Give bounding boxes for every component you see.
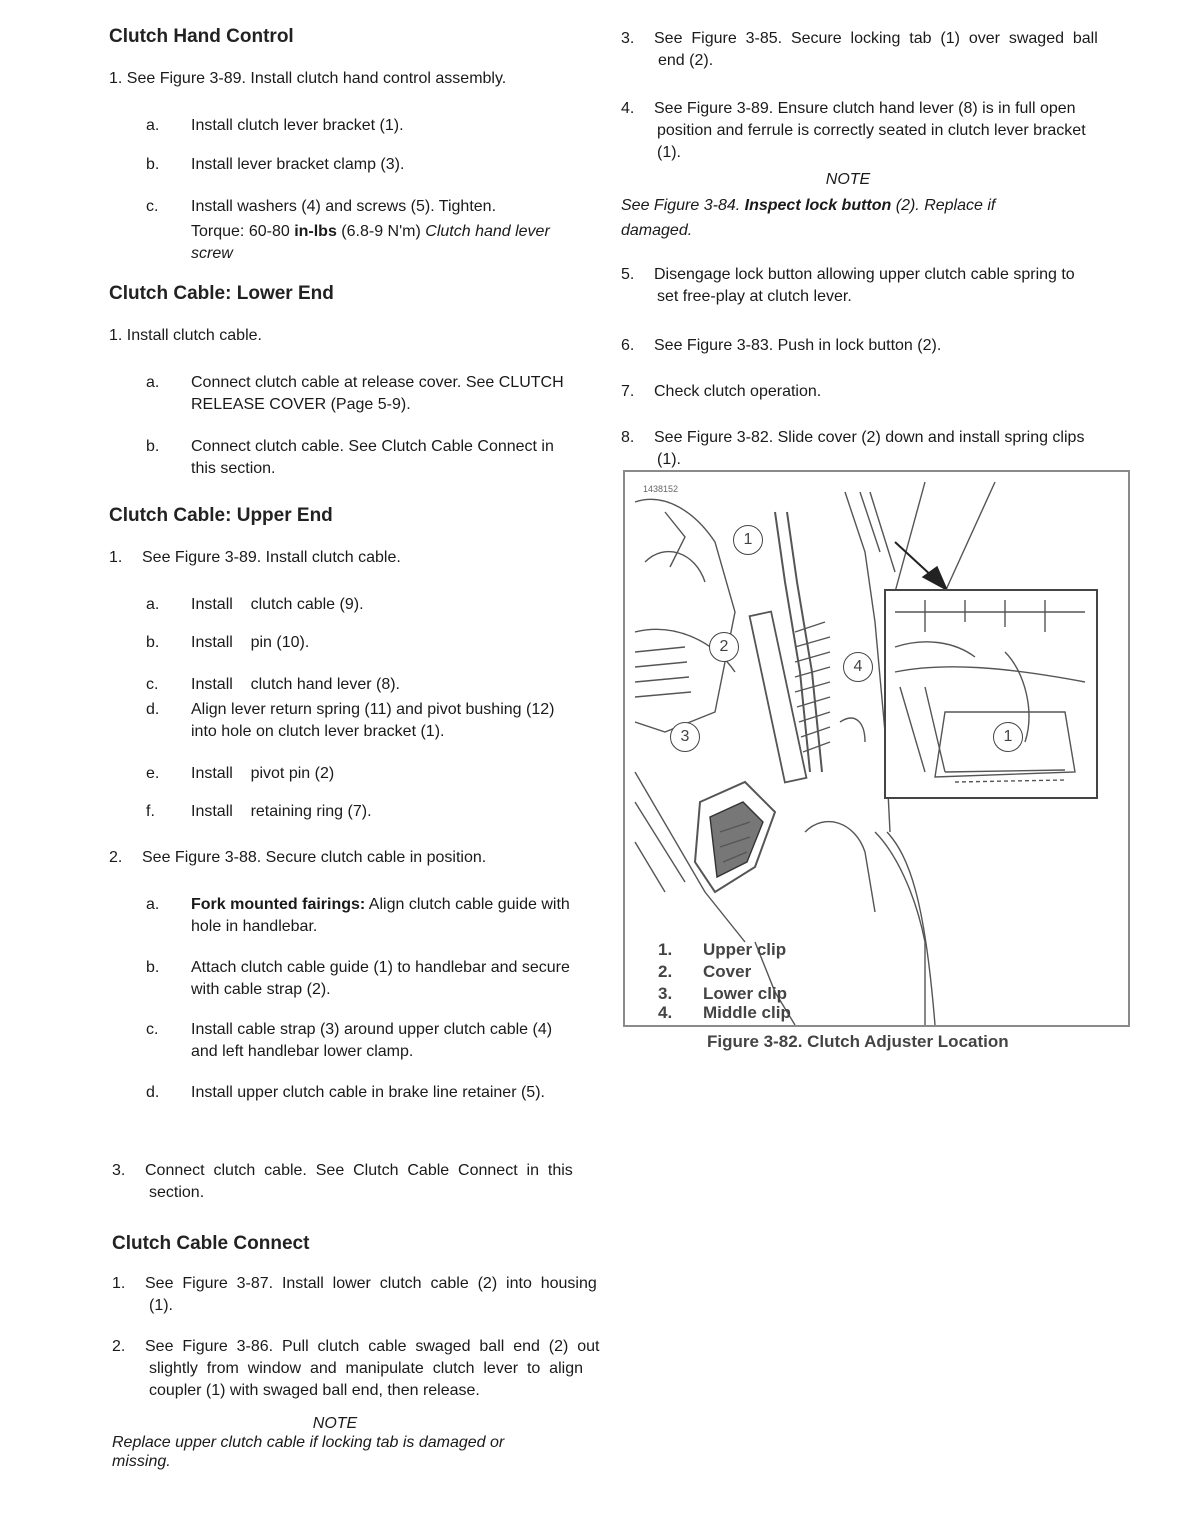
step-number: 1. (109, 549, 123, 566)
legend-item-label: Cover (703, 962, 752, 981)
section-title-upper-end: Clutch Cable: Upper End (109, 505, 333, 526)
step-label: f. (146, 803, 155, 820)
step-text: 1. Install clutch cable. (109, 327, 262, 344)
step-label: c. (146, 676, 159, 693)
step-text: Install clutch lever bracket (1). (191, 117, 404, 134)
legend-item: 2. (658, 962, 673, 981)
step-label: c. (146, 198, 159, 215)
step-text: Install cable strap (3) around upper clutch cable (4) and left handlebar lower clamp. (191, 1021, 553, 1060)
step-text: Install pin (10). (191, 634, 310, 651)
step-number: 6. (621, 337, 635, 354)
step-text: Check clutch operation. (654, 383, 822, 400)
legend-item-label: Middle clip (703, 1003, 791, 1022)
section-title-clutch-hand-control: Clutch Hand Control (109, 26, 294, 47)
step-label: b. (146, 634, 160, 651)
figure-3-82 (623, 470, 1130, 1027)
callout-4: 4 (843, 652, 873, 682)
callout-1: 1 (733, 525, 763, 555)
step-text: Install pivot pin (2) (191, 765, 335, 782)
callout-1-inset: 1 (993, 722, 1023, 752)
step-number: 8. (621, 429, 635, 446)
step-text: Install upper clutch cable in brake line retainer (5). (191, 1084, 545, 1101)
step-label: a. (146, 117, 160, 134)
note-heading: NOTE (825, 171, 871, 188)
step-text: See Figure 3-85. Secure locking tab (1) over swaged ball end (2). (654, 30, 1098, 69)
legend-item: 4. (658, 1003, 673, 1022)
torque-spec-cont: screw (191, 245, 233, 262)
step-label: a. (146, 896, 160, 913)
section-title-cable-connect: Clutch Cable Connect (112, 1233, 310, 1254)
step-text: Install clutch cable (9). (191, 596, 364, 613)
callout-3: 3 (670, 722, 700, 752)
step-text: See Figure 3-89. Install clutch cable. (142, 549, 401, 566)
legend-item: 3. (658, 984, 673, 1003)
step-text: 1. See Figure 3-89. Install clutch hand control assembly. (109, 70, 507, 87)
step-label: e. (146, 765, 160, 782)
step-text: Install retaining ring (7). (191, 803, 372, 820)
note-heading: NOTE (312, 1415, 358, 1432)
step-text: See Figure 3-86. Pull clutch cable swaged ball end (2) out slightly from window and manipulate clutch lever to align coupler (1) with swaged ball end, then release. (145, 1338, 600, 1399)
step-number: 5. (621, 266, 635, 283)
step-label: b. (146, 156, 160, 173)
step-text: Align lever return spring (11) and pivot bushing (12) into hole on clutch lever bracket (1). (191, 701, 555, 740)
step-text: See Figure 3-87. Install lower clutch cable (2) into housing (1). (145, 1275, 597, 1314)
figure-id-code: 1438152 (643, 484, 679, 494)
legend-item: 1. (658, 940, 673, 959)
torque-spec: Torque: 60-80 in-lbs (6.8-9 N'm) Clutch hand lever (191, 223, 550, 240)
step-label: c. (146, 1021, 159, 1038)
step-text: Install lever bracket clamp (3). (191, 156, 405, 173)
step-text: Fork mounted fairings: Align clutch cable guide with hole in handlebar. (191, 896, 570, 935)
step-number: 3. (621, 30, 635, 47)
section-title-lower-end: Clutch Cable: Lower End (109, 283, 334, 304)
step-text: Install clutch hand lever (8). (191, 676, 400, 693)
step-number: 2. (112, 1338, 126, 1355)
note-text: See Figure 3-84. Inspect lock button (2). Replace if damaged. (621, 197, 996, 239)
step-label: a. (146, 596, 160, 613)
figure-caption: Figure 3-82. Clutch Adjuster Location (707, 1032, 1009, 1051)
step-label: a. (146, 374, 160, 391)
step-label: b. (146, 959, 160, 976)
legend-item-label: Upper clip (703, 940, 787, 959)
step-text: See Figure 3-88. Secure clutch cable in position. (142, 849, 487, 866)
step-text: See Figure 3-89. Ensure clutch hand lever (8) is in full open position and ferrule is correctly seated in clutch lever bracket (1). (654, 100, 1086, 161)
legend-item-label: Lower clip (703, 984, 788, 1003)
step-text: Connect clutch cable. See Clutch Cable Connect in this section. (145, 1162, 573, 1201)
step-label: b. (146, 438, 160, 455)
step-number: 3. (112, 1162, 126, 1179)
step-number: 2. (109, 849, 123, 866)
step-text: Connect clutch cable at release cover. See CLUTCH RELEASE COVER (Page 5-9). (191, 374, 564, 413)
clutch-adjuster-illustration (625, 472, 1128, 1025)
step-text: Connect clutch cable. See Clutch Cable Connect in this section. (191, 438, 554, 477)
step-text: Install washers (4) and screws (5). Tighten. (191, 198, 497, 215)
step-label: d. (146, 701, 160, 718)
note-text: Replace upper clutch cable if locking tab is damaged or missing. (112, 1434, 505, 1470)
callout-2: 2 (709, 632, 739, 662)
step-number: 7. (621, 383, 635, 400)
step-text: Attach clutch cable guide (1) to handlebar and secure with cable strap (2). (191, 959, 570, 998)
step-text: See Figure 3-83. Push in lock button (2). (654, 337, 942, 354)
step-label: d. (146, 1084, 160, 1101)
step-number: 4. (621, 100, 635, 117)
step-number: 1. (112, 1275, 126, 1292)
step-text: See Figure 3-82. Slide cover (2) down and install spring clips (1). (654, 429, 1085, 468)
step-text: Disengage lock button allowing upper clutch cable spring to set free-play at clutch lever. (654, 266, 1075, 305)
